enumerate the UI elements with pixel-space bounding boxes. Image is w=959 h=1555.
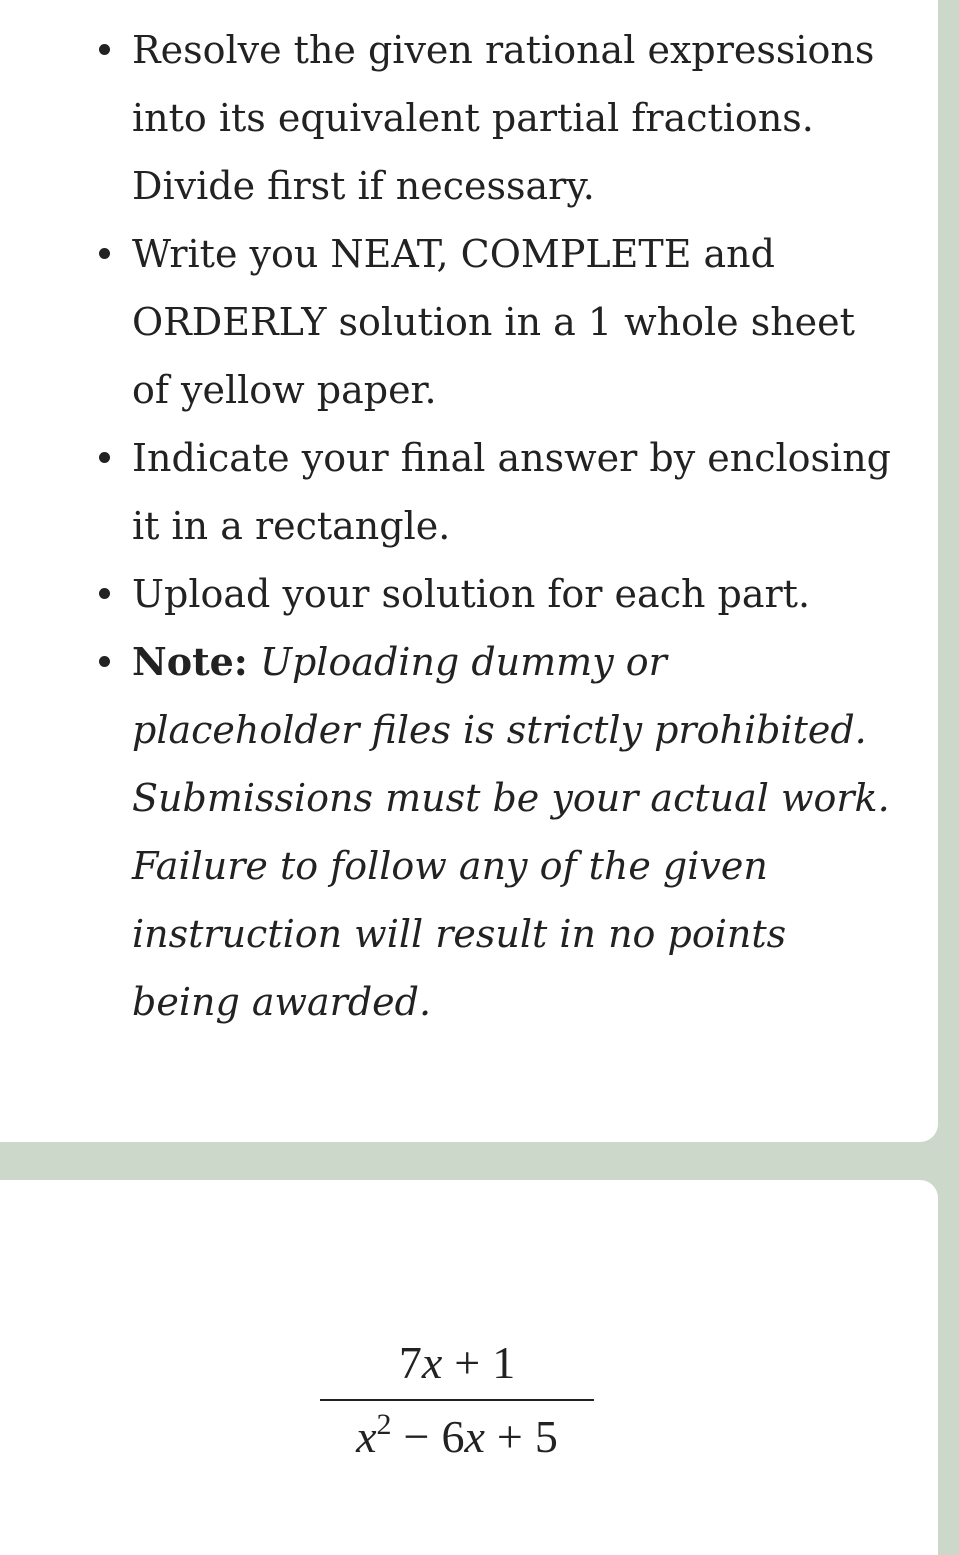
denominator-variable-linear: x xyxy=(464,1411,485,1462)
bullet-icon xyxy=(99,452,110,463)
denominator-constant: 5 xyxy=(534,1411,558,1462)
instruction-item-note xyxy=(132,628,892,1036)
instruction-item-upload xyxy=(132,560,892,628)
denominator-coefficient: 6 xyxy=(441,1411,465,1462)
numerator-coefficient: 7 xyxy=(398,1337,422,1388)
rational-expression xyxy=(320,1335,594,1465)
instruction-text: Resolve the given rational expressions into its equivalent partial fractions. Divide first if necessary. xyxy=(132,28,875,208)
denominator-variable: x xyxy=(356,1411,377,1462)
instruction-text: Upload your solution for each part. xyxy=(132,572,811,616)
bullet-icon xyxy=(99,248,110,259)
fraction-numerator xyxy=(320,1335,594,1391)
instruction-text: Write you NEAT, COMPLETE and ORDERLY solution in a 1 whole sheet of yellow paper. xyxy=(132,232,855,412)
numerator-constant: 1 xyxy=(492,1337,516,1388)
numerator-operator: + xyxy=(454,1337,481,1388)
denominator-exponent: 2 xyxy=(376,1408,392,1441)
denominator-operator-plus: + xyxy=(496,1411,523,1462)
bullet-icon xyxy=(99,588,110,599)
instruction-item-resolve xyxy=(132,16,892,220)
fraction-bar xyxy=(320,1399,594,1401)
note-text: Uploading dummy or placeholder files is strictly prohibited. Submissions must be your actual work. Failure to follow any of the given instruction will result in no points being awarded. xyxy=(132,640,890,1024)
instruction-item-write xyxy=(132,220,892,424)
instruction-item-indicate xyxy=(132,424,892,560)
bullet-icon xyxy=(99,44,110,55)
note-label: Note: xyxy=(132,639,248,684)
numerator-variable: x xyxy=(421,1337,443,1388)
denominator-operator-minus: − xyxy=(403,1411,430,1462)
fraction-denominator xyxy=(320,1409,594,1465)
instructions-list xyxy=(132,16,892,1036)
instruction-text: Indicate your final answer by enclosing it in a rectangle. xyxy=(132,436,891,548)
bullet-icon xyxy=(99,656,110,667)
